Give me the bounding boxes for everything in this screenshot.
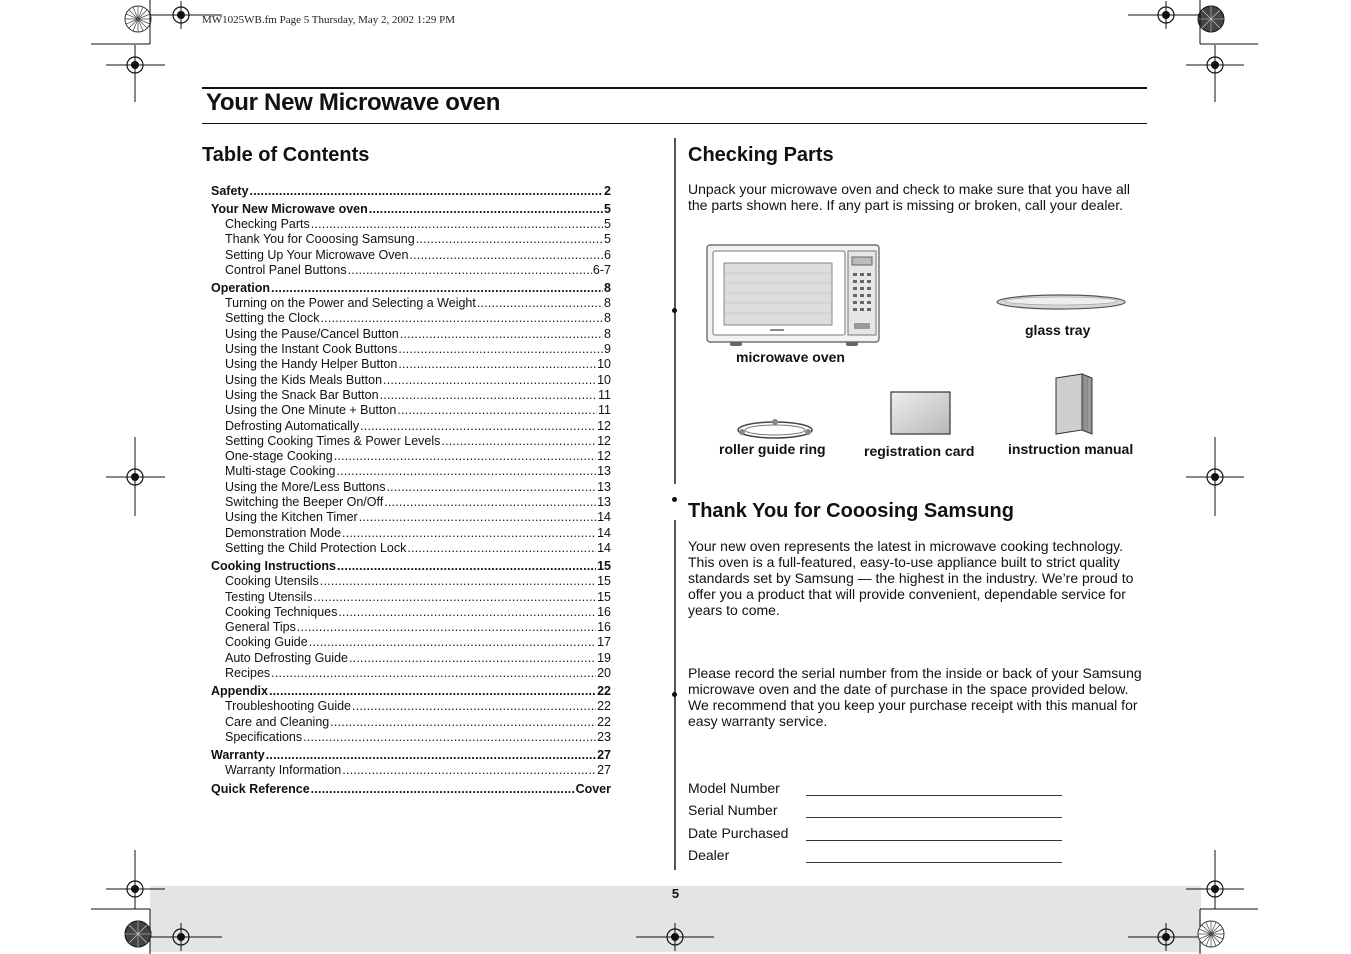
- toc-entry-label: Safety: [211, 184, 249, 198]
- form-field-label: Dealer: [688, 847, 730, 863]
- toc-entry-page: 11: [598, 387, 611, 402]
- checking-parts-intro: Unpack your microwave oven and check to make sure that you have all the parts shown here. If any part is missing or broken, call your dealer.: [688, 181, 1131, 213]
- toc-entry-page: 20: [597, 666, 611, 681]
- toc-entry-page: 10: [597, 357, 611, 372]
- toc-entry-label: Warranty: [211, 748, 265, 763]
- toc-entry-label: Specifications: [225, 729, 303, 744]
- toc-entry-page: 16: [597, 620, 611, 635]
- registration-card-label: registration card: [864, 443, 975, 459]
- toc-entry-label: Operation: [211, 281, 271, 296]
- toc-entry-page: 27: [597, 763, 611, 778]
- form-field-label: Date Purchased: [688, 824, 789, 841]
- page-number: 5: [671, 886, 680, 901]
- toc-entry-page: 23: [597, 729, 611, 744]
- toc-entry-label: Using the One Minute + Button: [225, 403, 397, 418]
- toc-entry-page: 11: [598, 403, 611, 418]
- toc-entry-label: Setting Cooking Times & Power Levels: [225, 433, 441, 448]
- toc-entry-page: 8: [604, 326, 611, 341]
- toc-entry-page: 10: [597, 372, 611, 387]
- toc-entry-page: 14: [597, 525, 611, 540]
- toc-entry-label: Multi-stage Cooking: [225, 464, 336, 479]
- toc-entry-page: 2: [604, 184, 611, 198]
- toc-entry-page: 19: [597, 650, 611, 665]
- roller-guide-ring-label: roller guide ring: [719, 441, 826, 457]
- toc-entry-label: Appendix: [211, 684, 268, 699]
- toc-entry-label: Troubleshooting Guide: [225, 699, 352, 714]
- toc-entry-page: 13: [597, 495, 611, 510]
- toc-entry-page: 22: [597, 714, 611, 729]
- toc-entry-label: Defrosting Automatically: [225, 418, 360, 433]
- toc-entry-label: Setting the Child Protection Lock: [225, 540, 407, 555]
- toc-entry-label: Using the Pause/Cancel Button: [225, 326, 399, 341]
- toc-entry-page: 9: [604, 342, 611, 357]
- file-header: MW1025WB.fm Page 5 Thursday, May 2, 2002 1:29 PM: [202, 14, 455, 26]
- toc-entry-label: Testing Utensils: [225, 589, 313, 604]
- microwave-oven-label: microwave oven: [736, 349, 845, 365]
- toc-entry-page: 8: [604, 281, 611, 296]
- toc-entry-label: Cooking Guide: [225, 635, 308, 650]
- toc-entry-page: 12: [597, 449, 611, 464]
- toc-entry-page: 22: [597, 684, 611, 699]
- toc-entry-page: 13: [597, 464, 611, 479]
- toc-entry-page: 5: [604, 217, 611, 231]
- toc-entry-label: Cooking Utensils: [225, 574, 319, 589]
- toc-entry-page: 8: [604, 311, 611, 326]
- toc-entry-label: Using the Instant Cook Buttons: [225, 342, 398, 357]
- toc-entry-page: 15: [597, 574, 611, 589]
- toc-entry-page: 14: [597, 540, 611, 555]
- toc-entry-label: Cooking Techniques: [225, 604, 338, 619]
- toc-entry-label: Using the More/Less Buttons: [225, 479, 386, 494]
- thank-you-heading: Thank You for Cooosing Samsung: [688, 500, 1014, 522]
- toc-entry-label: One-stage Cooking: [225, 449, 333, 464]
- glass-tray-label: glass tray: [1025, 322, 1091, 338]
- toc-heading: Table of Contents: [202, 144, 370, 166]
- toc-entry-page: 14: [597, 510, 611, 525]
- instruction-manual-label: instruction manual: [1008, 441, 1134, 457]
- toc-entry-page: 16: [597, 604, 611, 619]
- toc-entry-page: 12: [597, 433, 611, 448]
- toc-entry-label: Auto Defrosting Guide: [225, 650, 348, 665]
- toc-entry-label: Setting Up Your Microwave Oven: [225, 247, 409, 262]
- toc-entry-label: Demonstration Mode: [225, 525, 342, 540]
- toc-entry-label: Control Panel Buttons: [225, 262, 347, 277]
- toc-entry-label: Using the Handy Helper Button: [225, 357, 398, 372]
- toc-entry-label: Quick Reference: [211, 781, 310, 796]
- toc-entry-label: Recipes: [225, 666, 271, 681]
- thank-you-paragraph: Your new oven represents the latest in microwave cooking technology. This oven is a full-featured, easy-to-use appliance built to strict quality standards set by Samsung — the highest in the industry. We’re proud to offer you a product that will provide convenient, dependable service for years to come.: [688, 538, 1134, 618]
- toc-entry-label: Checking Parts: [225, 217, 310, 231]
- toc-entry-label: Care and Cleaning: [225, 714, 330, 729]
- toc-entry-page: 12: [597, 418, 611, 433]
- toc-entry-page: 15: [597, 589, 611, 604]
- toc-entry-page: 6-7: [592, 262, 611, 277]
- toc-entry-page: 8: [604, 296, 611, 311]
- toc-entry-page: 17: [597, 635, 611, 650]
- form-field-label: Model Number: [688, 779, 780, 796]
- toc-entry-label: Switching the Beeper On/Off: [225, 495, 384, 510]
- toc-entry-label: Cooking Instructions: [211, 559, 336, 574]
- toc-entry-page: 5: [604, 202, 611, 216]
- toc-entry-label: Using the Snack Bar Button: [225, 387, 379, 402]
- serial-record-paragraph: Please record the serial number from the inside or back of your Samsung microwave oven and the date of purchase in the space provided below. We recommend that you keep your purchase receipt with this manual for easy warranty service.: [688, 665, 1142, 729]
- toc-entry-label: Using the Kitchen Timer: [225, 510, 358, 525]
- toc-entry-page: 13: [597, 479, 611, 494]
- form-field-label: Serial Number: [688, 802, 778, 818]
- checking-parts-heading: Checking Parts: [688, 144, 834, 166]
- toc-entry-label: Turning on the Power and Selecting a Weight: [225, 296, 476, 311]
- toc-entry-page: 6: [604, 247, 611, 262]
- toc-entry-label: Thank You for Cooosing Samsung: [225, 232, 415, 247]
- page-title: Your New Microwave oven: [206, 89, 501, 116]
- toc-entry-page: 27: [597, 748, 611, 763]
- toc-entry-label: Your New Microwave oven: [211, 202, 368, 216]
- toc-entry-label: Setting the Clock: [225, 311, 320, 326]
- toc-entry-page: 15: [597, 559, 611, 574]
- toc-entry-page: 5: [604, 232, 611, 247]
- toc-entry-label: Warranty Information: [225, 763, 342, 778]
- toc-entry-label: Using the Kids Meals Button: [225, 372, 383, 387]
- toc-entry-page: 22: [597, 699, 611, 714]
- toc-entry-label: General Tips: [225, 620, 296, 635]
- toc-entry-page: Cover: [575, 781, 611, 796]
